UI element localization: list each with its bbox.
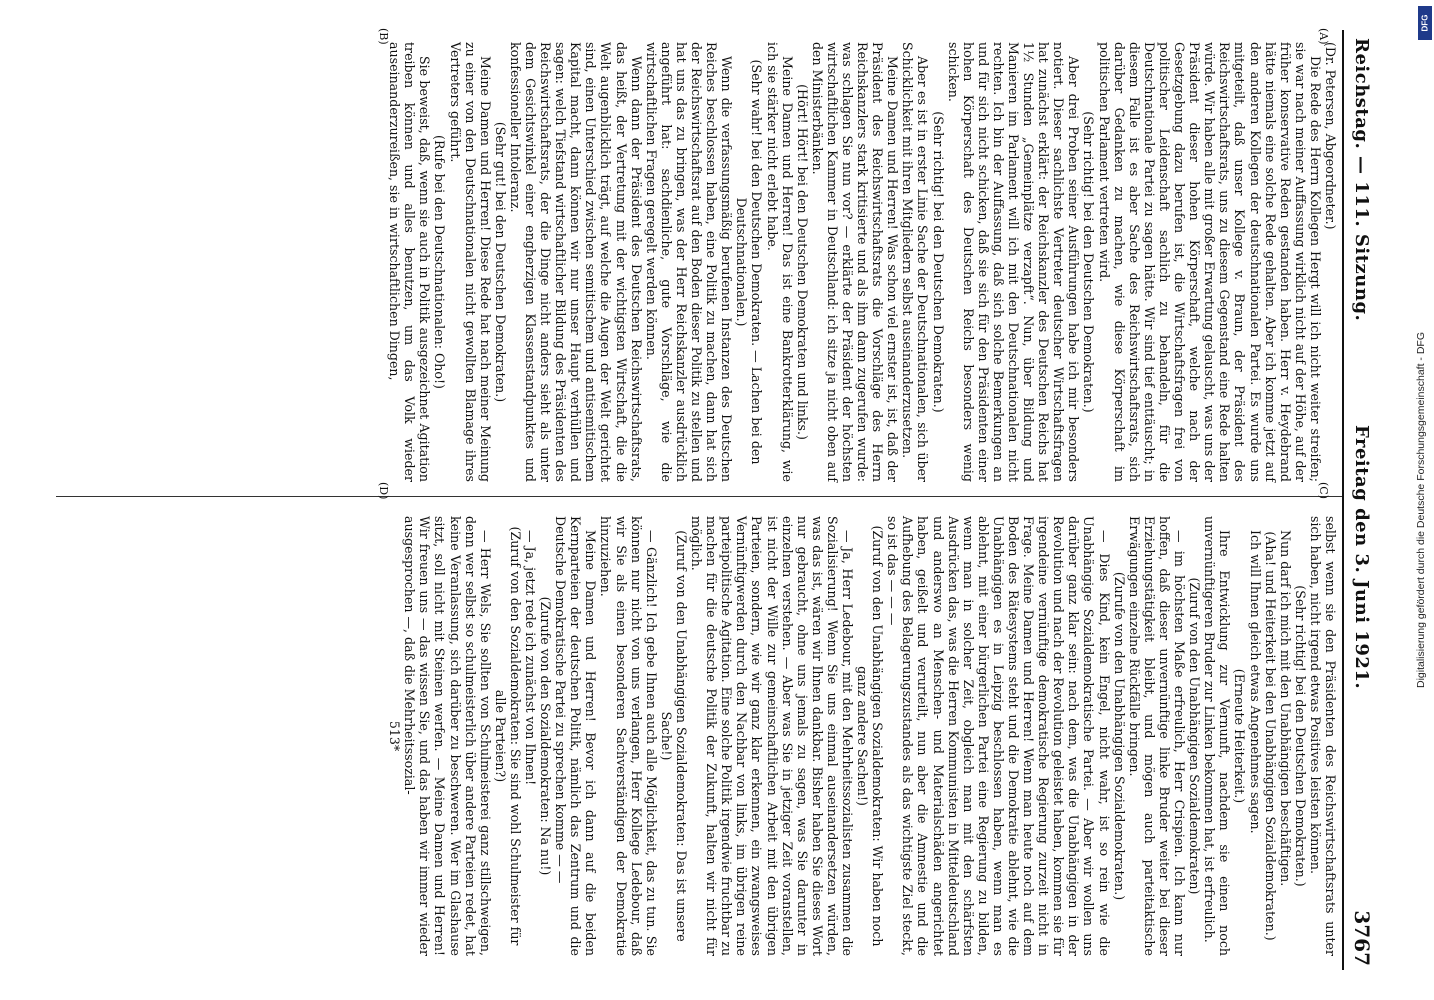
- paragraph: Wenn die verfassungsmäßig berufenen Instanzen des Deutschen Reiches beschlossen haben, eine Politik zu machen, dann hat sich der Reichswirtschaftsrat auf den Boden dieser Politik zu stellen und hat uns das zu bringen, was der Herr Reichskanzler ausdrücklich angeführt hat: sachdienliche, gute Vorschläge, wie die wirtschaftlichen Fragen geregelt werden können.: [643, 42, 735, 482]
- paragraph: Aber es ist in erster Linie Sache der Deutschnationalen, sich über Schicklichkeit mit ihren Mitgliedern selbst auseinanderzusetzen.: [900, 42, 931, 482]
- paragraph: Meine Damen und Herren! Was schon viel ernster ist, ist, daß der Präsident des Reichswirtschaftsrats die Vorschläge des Herrn Reichskanzlers stark kritisierte und als ihm dann zugerufen wurde: was schlagen Sie nun vor? — erklärte der Präsident der höchsten wirtschaftlichen Kammer in Deutschland: ich sitze ja nicht oben auf den Ministerbänken.: [809, 42, 901, 482]
- paragraph: Wenn dann der Präsident des Deutschen Reichswirtschaftsrats, das heißt, der Vertretung mit der wichtigsten Wirtschaft, die die Welt augenblicklich trägt, auf welche die Augen der Welt gerichtet sind, einen Unterschied zwischen semitischem und antisemitischem Kapital macht, dann können wir nur unser Haupt verhüllen und sagen: welch Tiefstand wirtschaftlicher Bildung des Präsidenten des Reichswirtschaftsrats, der die Dinge nicht anders sieht als unter dem Gesichtswinkel einer engherzigen Klassenstandpunktes und konfessioneller Intoleranz.: [507, 42, 644, 482]
- paragraph: Nun darf ich mich mit den Unabhängigen beschäftigen.: [1277, 530, 1293, 887]
- paragraph: — Herr Wels, Sie sollten von Schulmeisterei ganz stillschweigen, denn wer selbst so schulmeisterlich über andere Parteien redet, hat keine Veranlassung, sich darüber zu beschweren. Wer im Glashause sitzt, soll nicht mit Steinen werfen. — Meine Damen und Herren! Wir freuen uns — das wissen Sie, und das haben wir immer wieder ausgesprochen —, daß die Mehrheitssozial-: [402, 516, 493, 956]
- interjection: (Sehr richtig! bei den Deutschen Demokraten.): [930, 111, 946, 413]
- interjection: (Zurufe von den Sozialdemokraten: Na nu!): [538, 596, 554, 876]
- paragraph: selbst wenn sie den Präsidenten des Reichswirtschaftsrats unter sich haben, nicht irgend etwas Positives leisten können.: [1307, 516, 1338, 956]
- paragraph: — Ja, jetzt rede ich zunächst von Ihnen!: [523, 530, 539, 786]
- header-session: Reichstag. — 111. Sitzung.: [1351, 38, 1372, 322]
- paragraph: Meine Damen und Herren! Diese Rede hat nach meiner Meinung zu einer von den Deutschnationalen nicht gewollten Blamage ihres Vertreters geführt.: [447, 42, 493, 482]
- interjection: (Hört! Hört! bei den Deutschen Demokraten und links.): [794, 84, 810, 440]
- left-column: [387, 42, 1338, 482]
- paragraph: Meine Damen und Herren! Bevor ich dann auf die beiden Kernparteien der deutschen Politik, nämlich das Zentrum und die Deutsche Demokratische Partei zu sprechen komme — —: [553, 516, 599, 956]
- speaker-line: (Dr. Petersen, Abgeordneter.): [1323, 42, 1338, 230]
- interjection: (Zuruf von den Unabhängigen Sozialdemokraten: Das ist unsere Sache!): [658, 530, 689, 942]
- interjection: (Rufe bei den Deutschnationalen: Oho!): [432, 135, 448, 389]
- interjection: (Sehr richtig! bei den Deutschen Demokraten.): [1292, 585, 1308, 887]
- funding-side-note: [1410, 10, 1432, 990]
- interjection: (Erneute Heiterkeit.): [1232, 668, 1248, 804]
- header-rule: [1342, 30, 1344, 970]
- dfg-logo-icon: [1418, 6, 1432, 40]
- right-column: [387, 516, 1338, 956]
- paragraph: — im höchsten Maße erfreulich, Herr Crispien. Ich kann nur hoffen, daß dieser unvernünftige linke Bruder weiter bei dieser Erziehungstätigkeit bleibt, und mögen auch parteitaktische Erwägungen einzelne Rückfälle bringen.: [1126, 516, 1188, 956]
- margin-mark-b: (B): [377, 28, 390, 45]
- paragraph: Ich will Ihnen gleich etwas Angenehmes sagen.: [1247, 530, 1263, 834]
- column-divider: [56, 496, 1342, 497]
- side-note-text: Digitalisierung gefördert durch die Deutsche Forschungsgemeinschaft - DFG: [1415, 331, 1427, 689]
- interjection: (Sehr wahr! bei den Deutschen Demokraten. — Lachen bei den Deutschnationalen.): [734, 59, 765, 465]
- interjection: (Zuruf von den Unabhängigen Sozialdemokraten): [1187, 577, 1203, 895]
- margin-mark-c: (C): [1317, 482, 1330, 499]
- interjection: (Zurufe von den Unabhängigen Sozialdemokraten.): [1111, 571, 1127, 901]
- page-number: 3767: [1350, 910, 1374, 966]
- paragraph: — Dies Kind, kein Engel, nicht wahr, ist so rein wie die Unabhängige Sozialdemokratische Partei. — Aber wir wollen uns darüber ganz klar sein: nach dem, was die Unabhängigen in der Revolution und nach der Revolution geleistet haben, kommen sie für irgendeine vernünftige demokratische Regierung zurzeit nicht in Frage. Meine Damen und Herren! Wenn man heute noch auf dem Boden des Rätesystems steht und die Demokratie ablehnt, wie die Unabhängigen es in Leipzig beschlossen haben, wenn man es ablehnt, mit einer bürgerlichen Partei eine Regierung zu bilden, wenn man in solcher Zeit, obgleich man mit den schärfsten Ausdrücken das, was die Herren Kommunisten in Mitteldeutschland und anderswo an Menschen- und Materialschäden angerichtet haben, geißelt und verurteilt, nun aber die Amnestie und die Aufhebung des Belagerungszustandes als das wichtigste Ziel steckt, so ist das — — —: [885, 516, 1112, 956]
- header-date: Freitag den 3. Juni 1921.: [1351, 425, 1372, 690]
- margin-mark-a: (A): [1317, 28, 1330, 45]
- rotated-newspaper-sheet: [52, 25, 1382, 975]
- paragraph: Die Rede des Herrn Kollegen Hergt will ich nicht weiter streifen; sie war nach meiner Auffassung wirklich nicht auf der Höhe, auf der früher konservative Reden gestanden haben. Herr v. Heydebrand hätte niemals eine solche Rede gehalten. Aber ich komme jetzt auf den anderen Kollegen der deutschnationalen Partei. Es wurde uns mitgeteilt, daß unser Kollege v. Braun, der Präsident des Reichswirtschaftsrats, uns zu diesem Gegenstand eine Rede halten würde. Wir haben alle mit großer Erwartung gelauscht, was uns der Präsident dieser hohen Körperschaft, welche nach der Gesetzgebung dazu berufen ist, die Wirtschaftsfragen frei von politischer Leidenschaft sachlich zu behandeln, für die Deutschnationale Partei zu sagen hätte. Wir sind tief enttäuscht; in diesem Falle ist es aber Sache des Reichswirtschaftsrats, sich darüber Gedanken zu machen, wie diese Körperschaft im politischen Parlament vertreten wird.: [1096, 42, 1323, 482]
- interjection: (Zuruf von den Sozialdemokraten: Sie sind wohl Schulmeister für alle Parteien?): [492, 526, 523, 946]
- paragraph: — Gänzlich! Ich gebe Ihnen auch alle Möglichkeit, das zu tun. Sie können nur nicht von uns verlangen, Herr Kollege Ledebour, daß wir Sie als einen besonderen Sachverständigen der Demokratie hinzuziehen.: [598, 516, 659, 956]
- interjection: (Sehr gut! bei den Deutschen Demokraten.): [492, 121, 508, 403]
- running-header: [1340, 30, 1380, 970]
- paragraph: — Ja, Herr Ledebour, mit den Mehrheitssozialisten zusammen die Sozialisierung! Wenn Sie uns einmal auseinandersetzen würden, was das ist, wären wir Ihnen dankbar. Bisher haben Sie dieses Wort nur gebraucht, ohne uns jemals zu sagen, was Sie darunter in einzelnen verstehen. — Aber was Sie in jetziger Zeit voranstellen, ist nicht der Wille zur gemeinschaftlichen Arbeit mit den übrigen Parteien, sondern, wie wir ganz klar erkennen, ein zwangsweises Vernünftigwerden durch den Nachbar von links, im übrigen reine parteipolitische Agitation. Eine solche Politik irgendwie fruchtbar zu machen für die deutsche Politik der Zukunft, halten wir nicht für möglich.: [689, 516, 855, 956]
- signature-mark: 513*: [387, 720, 403, 752]
- paragraph: Ihre Entwicklung zur Vernunft, nachdem sie einen noch unvernünftigeren Bruder zur Linken bekommen hat, ist erfreulich.: [1202, 516, 1233, 956]
- paragraph: Sie beweist, daß, wenn sie auch in Politik ausgezeichnet Agitation treiben können und alles benutzen, um das Volk wieder auseinanderzureißen, sie in wirtschaftlichen Dingen,: [387, 42, 433, 482]
- paragraph: Aber drei Proben seiner Ausführungen habe ich mir besonders notiert. Dieser sachlichste Vertreter deutscher Wirtschaftsfragen hat zunächst erklärt: der Reichskanzler des Deutschen Reichs hat 1½ Stunden „Gemeinplätze verzapft“. Nun, über Bildung und Manieren im Parlament will ich mit den Deutschnationalen nicht rechten. Ich bin der Auffassung, daß sich solche Bemerkungen an und für sich nicht schicken, daß sie sich für den Präsidenten einer hohen Körperschaft des Deutschen Reichs besonders wenig schicken.: [945, 42, 1082, 482]
- dfg-logo-text: DFG: [1420, 14, 1430, 32]
- interjection: (Sehr richtig! bei den Deutschen Demokraten.): [1081, 111, 1097, 413]
- margin-mark-d: (D): [377, 482, 390, 500]
- interjection: (Aha! und Heiterkeit bei den Unabhängigen Sozialdemokraten.): [1262, 531, 1278, 941]
- interjection: (Zuruf von den Unabhängigen Sozialdemokraten: Wir haben noch ganz andere Sachen!): [855, 525, 886, 947]
- paragraph: Meine Damen und Herren! Das ist eine Bankrotterklärung, wie ich sie stärker nicht erlebt habe.: [764, 42, 795, 482]
